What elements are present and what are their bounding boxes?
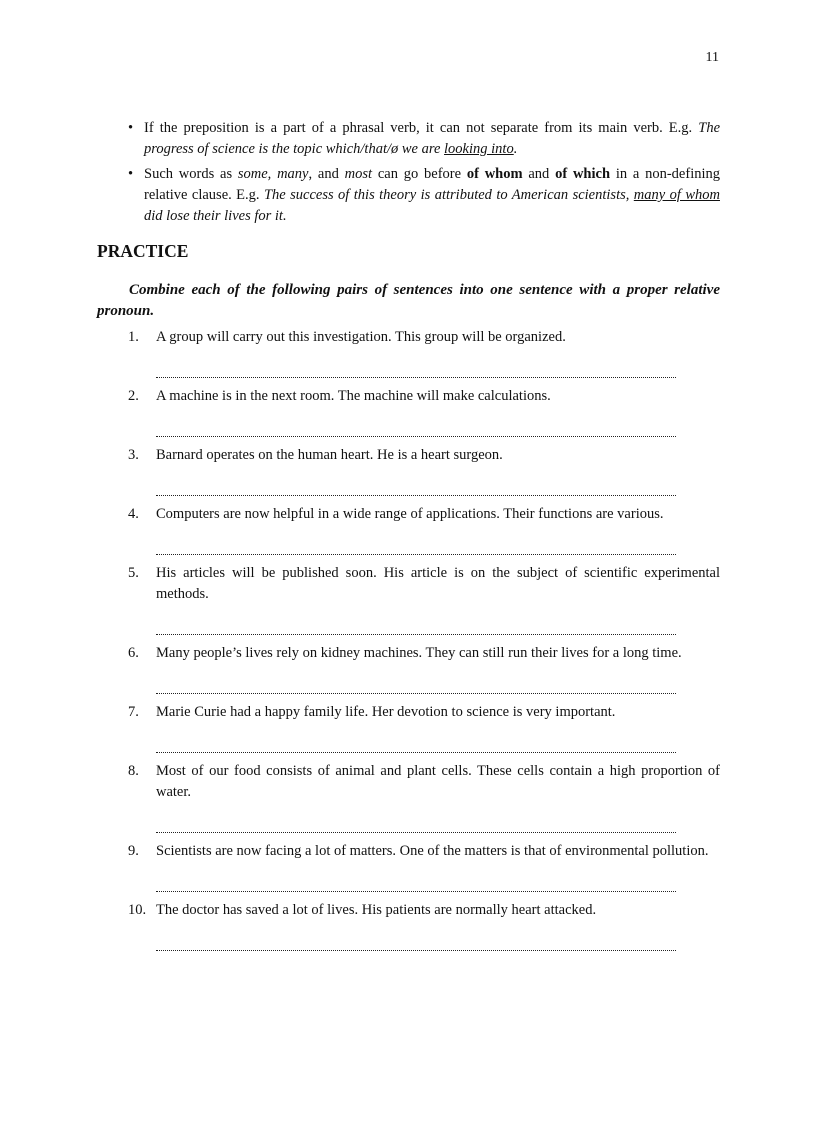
page-number: 11 (705, 50, 719, 65)
section-heading: PRACTICE (97, 241, 189, 261)
answer-line[interactable] (156, 870, 676, 892)
answer-line[interactable] (156, 533, 676, 555)
item-number: 3. (128, 447, 139, 463)
bullet-text-run: can go before (372, 166, 467, 182)
bullet-text-run: many of whom (633, 187, 720, 203)
item-text: Scientists are now facing a lot of matters. One of the matters is that of environmental pollution. (156, 843, 709, 859)
bullet-text-run: some, many (237, 166, 309, 182)
item-text: Marie Curie had a happy family life. Her devotion to science is very important. (156, 704, 616, 720)
item-number: 7. (128, 704, 139, 720)
bullet-text-run: did lose their lives for it. (144, 208, 287, 224)
item-number: 10. (128, 902, 147, 918)
exercise-instruction: Combine each of the following pairs of sentences into one sentence with a proper relative pronoun. (97, 282, 720, 319)
item-text: Barnard operates on the human heart. He is a heart surgeon. (156, 447, 503, 463)
exercise-item (128, 643, 720, 694)
bullet-text-run: in a non-defining relative clause. E.g. (144, 166, 720, 203)
exercise-list (128, 327, 720, 959)
answer-line[interactable] (156, 811, 676, 833)
bullet-text-run: of which (555, 166, 611, 182)
answer-line[interactable] (156, 672, 676, 694)
item-text: Most of our food consists of animal and plant cells. These cells contain a high proportion of water. (156, 763, 720, 800)
item-number: 4. (128, 506, 139, 522)
bullet-text-run: The progress of science is the topic which/that/ø we are (144, 120, 720, 157)
bullet-text-run: . (513, 141, 518, 157)
bullet-text-run: most (344, 166, 373, 182)
item-text: Many people’s lives rely on kidney machines. They can still run their lives for a long time. (156, 645, 682, 661)
item-text: A machine is in the next room. The machine will make calculations. (156, 388, 551, 404)
exercise-item (128, 327, 720, 378)
answer-line[interactable] (156, 929, 676, 951)
item-number: 2. (128, 388, 139, 404)
item-number: 9. (128, 843, 139, 859)
exercise-item (128, 445, 720, 496)
bullet-text-run: Such words as (144, 166, 238, 182)
bullet-text-run: and (522, 166, 556, 182)
exercise-item (128, 702, 720, 753)
item-number: 6. (128, 645, 139, 661)
exercise-item (128, 841, 720, 892)
bullet-text-run: looking into (444, 141, 514, 157)
bullet-item (128, 164, 720, 227)
answer-line[interactable] (156, 474, 676, 496)
exercise-item (128, 504, 720, 555)
rule-bullets (128, 118, 720, 231)
answer-line[interactable] (156, 731, 676, 753)
exercise-item (128, 386, 720, 437)
item-text: Computers are now helpful in a wide range of applications. Their functions are various. (156, 506, 664, 522)
item-text: A group will carry out this investigation. This group will be organized. (156, 329, 566, 345)
answer-line[interactable] (156, 415, 676, 437)
item-number: 5. (128, 565, 139, 581)
bullet-text-run: If the preposition is a part of a phrasal verb, it can not separate from its main verb. E.g. (144, 120, 699, 136)
bullet-item (128, 118, 720, 160)
exercise-item (128, 563, 720, 635)
item-number: 1. (128, 329, 139, 345)
bullet-text-run: The success of this theory is attributed to American scientists, (263, 187, 634, 203)
item-number: 8. (128, 763, 139, 779)
exercise-item (128, 900, 720, 951)
bullet-text-run: of whom (466, 166, 523, 182)
item-text: His articles will be published soon. His article is on the subject of scientific experimental methods. (156, 565, 720, 602)
answer-line[interactable] (156, 356, 676, 378)
answer-line[interactable] (156, 613, 676, 635)
bullet-text-run: , and (308, 166, 345, 182)
exercise-item (128, 761, 720, 833)
item-text: The doctor has saved a lot of lives. His patients are normally heart attacked. (156, 902, 597, 918)
